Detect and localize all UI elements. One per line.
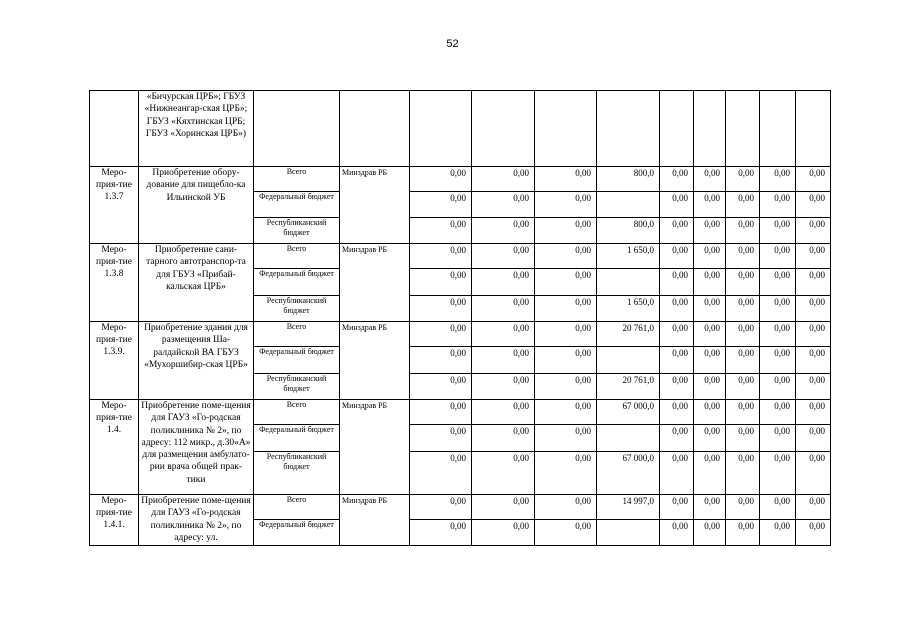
amount-cell: 0,00 <box>760 495 796 520</box>
table-row <box>90 400 867 425</box>
amount-cell: 0,00 <box>472 452 535 495</box>
amount-cell <box>694 91 726 167</box>
amount-cell: 0,00 <box>694 374 726 400</box>
amount-cell: 0,00 <box>796 374 831 400</box>
amount-cell: 0,00 <box>796 452 831 495</box>
amount-cell: 20 761,0 <box>597 374 660 400</box>
amount-cell: 1 650,0 <box>597 296 660 322</box>
amount-cell: 0,00 <box>694 495 726 520</box>
amount-cell: 0,00 <box>660 520 694 546</box>
amount-cell: 0,00 <box>472 269 535 296</box>
amount-cell: 0,00 <box>472 520 535 546</box>
amount-cell <box>597 425 660 452</box>
amount-cell: 0,00 <box>694 244 726 269</box>
funding-source-cell: Всего <box>254 322 340 347</box>
amount-cell: 0,00 <box>726 400 760 425</box>
amount-cell: 0,00 <box>535 400 597 425</box>
amount-cell: 0,00 <box>660 452 694 495</box>
funding-source-cell: Всего <box>254 167 340 192</box>
amount-cell: 0,00 <box>660 218 694 244</box>
amount-cell: 0,00 <box>410 218 472 244</box>
amount-cell: 0,00 <box>535 322 597 347</box>
amount-cell: 0,00 <box>535 452 597 495</box>
amount-cell: 0,00 <box>410 167 472 192</box>
amount-cell: 0,00 <box>472 495 535 520</box>
amount-cell: 0,00 <box>796 400 831 425</box>
amount-cell: 0,00 <box>694 400 726 425</box>
amount-cell <box>597 269 660 296</box>
amount-cell: 14 997,0 <box>597 495 660 520</box>
amount-cell: 0,00 <box>472 400 535 425</box>
amount-cell: 67 000,0 <box>597 400 660 425</box>
amount-cell: 0,00 <box>796 218 831 244</box>
measure-id-cell: Меро-прия-тие 1.4. <box>90 400 139 495</box>
amount-cell: 0,00 <box>410 374 472 400</box>
amount-cell: 0,00 <box>660 167 694 192</box>
amount-cell: 0,00 <box>410 347 472 374</box>
amount-cell: 0,00 <box>535 347 597 374</box>
measure-name-cell: Приобретение здания для размещения Ша-ралдайской ВА ГБУЗ «Мухоршибир-ская ЦРБ» <box>139 322 254 400</box>
amount-cell: 0,00 <box>410 296 472 322</box>
amount-cell: 0,00 <box>760 269 796 296</box>
measure-id-cell: Меро-прия-тие 1.3.8 <box>90 244 139 322</box>
measure-id-cell <box>90 91 139 167</box>
amount-cell: 0,00 <box>694 347 726 374</box>
amount-cell: 0,00 <box>660 244 694 269</box>
measure-name-cell: Приобретение обору-дование для пищебло-ка Ильинской УБ <box>139 167 254 244</box>
funding-source-cell: Всего <box>254 400 340 425</box>
amount-cell: 0,00 <box>410 452 472 495</box>
measure-name-cell: Приобретение сани-тарного автотранспор-та для ГБУЗ «Прибай-кальская ЦРБ» <box>139 244 254 322</box>
amount-cell: 0,00 <box>472 192 535 218</box>
amount-cell: 0,00 <box>796 244 831 269</box>
amount-cell: 0,00 <box>726 425 760 452</box>
budget-table <box>89 90 867 546</box>
agency-cell: Минздрав РБ <box>340 167 410 244</box>
amount-cell: 800,0 <box>597 167 660 192</box>
amount-cell: 0,00 <box>410 520 472 546</box>
amount-cell: 0,00 <box>660 296 694 322</box>
funding-source-cell: Республиканский бюджет <box>254 452 340 495</box>
amount-cell: 0,00 <box>694 218 726 244</box>
amount-cell: 0,00 <box>694 452 726 495</box>
amount-cell: 0,00 <box>535 495 597 520</box>
amount-cell: 20 761,0 <box>597 322 660 347</box>
amount-cell: 0,00 <box>726 244 760 269</box>
measure-name-cell: Приобретение поме-щения для ГАУЗ «Го-родская поликлиника № 2», по адресу: 112 микр., д.30«А» для размещения амбулато-рии врача общей прак-тики <box>139 400 254 495</box>
amount-cell: 0,00 <box>760 374 796 400</box>
amount-cell: 0,00 <box>472 296 535 322</box>
amount-cell <box>597 520 660 546</box>
funding-source-cell: Республиканский бюджет <box>254 374 340 400</box>
table-row <box>90 322 867 347</box>
amount-cell: 0,00 <box>726 520 760 546</box>
amount-cell <box>535 91 597 167</box>
amount-cell: 0,00 <box>410 244 472 269</box>
amount-cell: 0,00 <box>472 374 535 400</box>
funding-source-cell <box>254 91 340 167</box>
amount-cell: 0,00 <box>472 167 535 192</box>
amount-cell <box>597 347 660 374</box>
amount-cell: 0,00 <box>410 425 472 452</box>
amount-cell: 0,00 <box>660 425 694 452</box>
agency-cell <box>340 91 410 167</box>
amount-cell: 0,00 <box>796 520 831 546</box>
funding-source-cell: Республиканский бюджет <box>254 218 340 244</box>
amount-cell: 0,00 <box>535 296 597 322</box>
amount-cell: 0,00 <box>694 520 726 546</box>
amount-cell: 0,00 <box>694 192 726 218</box>
funding-source-cell: Федеральный бюджет <box>254 520 340 546</box>
amount-cell: 0,00 <box>535 374 597 400</box>
amount-cell: 0,00 <box>796 425 831 452</box>
amount-cell: 0,00 <box>796 495 831 520</box>
amount-cell: 67 000,0 <box>597 452 660 495</box>
amount-cell: 0,00 <box>660 269 694 296</box>
amount-cell <box>597 192 660 218</box>
amount-cell <box>660 91 694 167</box>
amount-cell: 0,00 <box>410 495 472 520</box>
amount-cell: 0,00 <box>796 347 831 374</box>
amount-cell: 0,00 <box>726 192 760 218</box>
amount-cell: 0,00 <box>472 244 535 269</box>
amount-cell: 0,00 <box>472 322 535 347</box>
amount-cell: 0,00 <box>660 322 694 347</box>
funding-source-cell: Федеральный бюджет <box>254 192 340 218</box>
amount-cell: 0,00 <box>410 322 472 347</box>
amount-cell: 0,00 <box>726 452 760 495</box>
amount-cell: 0,00 <box>726 374 760 400</box>
funding-source-cell: Федеральный бюджет <box>254 269 340 296</box>
amount-cell: 0,00 <box>796 296 831 322</box>
amount-cell <box>726 91 760 167</box>
amount-cell: 0,00 <box>410 269 472 296</box>
amount-cell: 0,00 <box>760 520 796 546</box>
measure-id-cell: Меро-прия-тие 1.4.1. <box>90 495 139 546</box>
amount-cell: 0,00 <box>472 347 535 374</box>
amount-cell: 0,00 <box>660 400 694 425</box>
amount-cell: 0,00 <box>760 400 796 425</box>
amount-cell: 0,00 <box>660 192 694 218</box>
amount-cell: 0,00 <box>660 374 694 400</box>
amount-cell: 0,00 <box>535 520 597 546</box>
amount-cell: 0,00 <box>760 296 796 322</box>
amount-cell: 0,00 <box>694 269 726 296</box>
table-row <box>90 91 867 167</box>
amount-cell <box>796 91 831 167</box>
amount-cell: 0,00 <box>726 167 760 192</box>
funding-source-cell: Всего <box>254 244 340 269</box>
amount-cell: 0,00 <box>726 322 760 347</box>
amount-cell: 0,00 <box>726 296 760 322</box>
amount-cell: 0,00 <box>694 167 726 192</box>
amount-cell: 0,00 <box>796 322 831 347</box>
amount-cell: 0,00 <box>726 269 760 296</box>
table-row <box>90 167 867 192</box>
funding-source-cell: Федеральный бюджет <box>254 425 340 452</box>
agency-cell: Минздрав РБ <box>340 495 410 546</box>
agency-cell: Минздрав РБ <box>340 400 410 495</box>
amount-cell: 800,0 <box>597 218 660 244</box>
amount-cell: 0,00 <box>535 167 597 192</box>
amount-cell: 0,00 <box>760 452 796 495</box>
amount-cell <box>597 91 660 167</box>
measure-id-cell: Меро-прия-тие 1.3.9. <box>90 322 139 400</box>
amount-cell: 0,00 <box>760 425 796 452</box>
funding-source-cell: Всего <box>254 495 340 520</box>
agency-cell: Минздрав РБ <box>340 244 410 322</box>
table-row <box>90 495 867 520</box>
measure-name-cell: «Бичурская ЦРБ»; ГБУЗ «Нижнеангар-ская ЦРБ»; ГБУЗ «Кяхтинская ЦРБ; ГБУЗ «Хоринская ЦРБ») <box>139 91 254 167</box>
agency-cell: Минздрав РБ <box>340 322 410 400</box>
funding-source-cell: Республиканский бюджет <box>254 296 340 322</box>
measure-id-cell: Меро-прия-тие 1.3.7 <box>90 167 139 244</box>
amount-cell: 0,00 <box>660 347 694 374</box>
amount-cell: 0,00 <box>660 495 694 520</box>
amount-cell: 0,00 <box>726 495 760 520</box>
amount-cell: 0,00 <box>535 244 597 269</box>
amount-cell: 0,00 <box>410 400 472 425</box>
amount-cell: 0,00 <box>694 296 726 322</box>
table-row <box>90 244 867 269</box>
amount-cell: 0,00 <box>760 167 796 192</box>
amount-cell: 0,00 <box>796 167 831 192</box>
funding-source-cell: Федеральный бюджет <box>254 347 340 374</box>
amount-cell: 0,00 <box>694 322 726 347</box>
amount-cell: 0,00 <box>796 269 831 296</box>
amount-cell: 0,00 <box>760 347 796 374</box>
page-number: 52 <box>446 38 459 50</box>
amount-cell: 0,00 <box>535 425 597 452</box>
amount-cell <box>472 91 535 167</box>
amount-cell: 0,00 <box>726 347 760 374</box>
amount-cell: 0,00 <box>760 244 796 269</box>
amount-cell: 0,00 <box>535 269 597 296</box>
amount-cell: 0,00 <box>760 192 796 218</box>
amount-cell: 0,00 <box>796 192 831 218</box>
amount-cell: 0,00 <box>472 425 535 452</box>
amount-cell: 0,00 <box>535 192 597 218</box>
amount-cell: 0,00 <box>410 192 472 218</box>
measure-name-cell: Приобретение поме-щения для ГАУЗ «Го-родская поликлиника № 2», по адресу: ул. <box>139 495 254 546</box>
amount-cell: 1 650,0 <box>597 244 660 269</box>
amount-cell <box>410 91 472 167</box>
amount-cell: 0,00 <box>535 218 597 244</box>
amount-cell: 0,00 <box>760 218 796 244</box>
amount-cell: 0,00 <box>694 425 726 452</box>
amount-cell: 0,00 <box>472 218 535 244</box>
amount-cell <box>760 91 796 167</box>
amount-cell: 0,00 <box>760 322 796 347</box>
amount-cell: 0,00 <box>726 218 760 244</box>
